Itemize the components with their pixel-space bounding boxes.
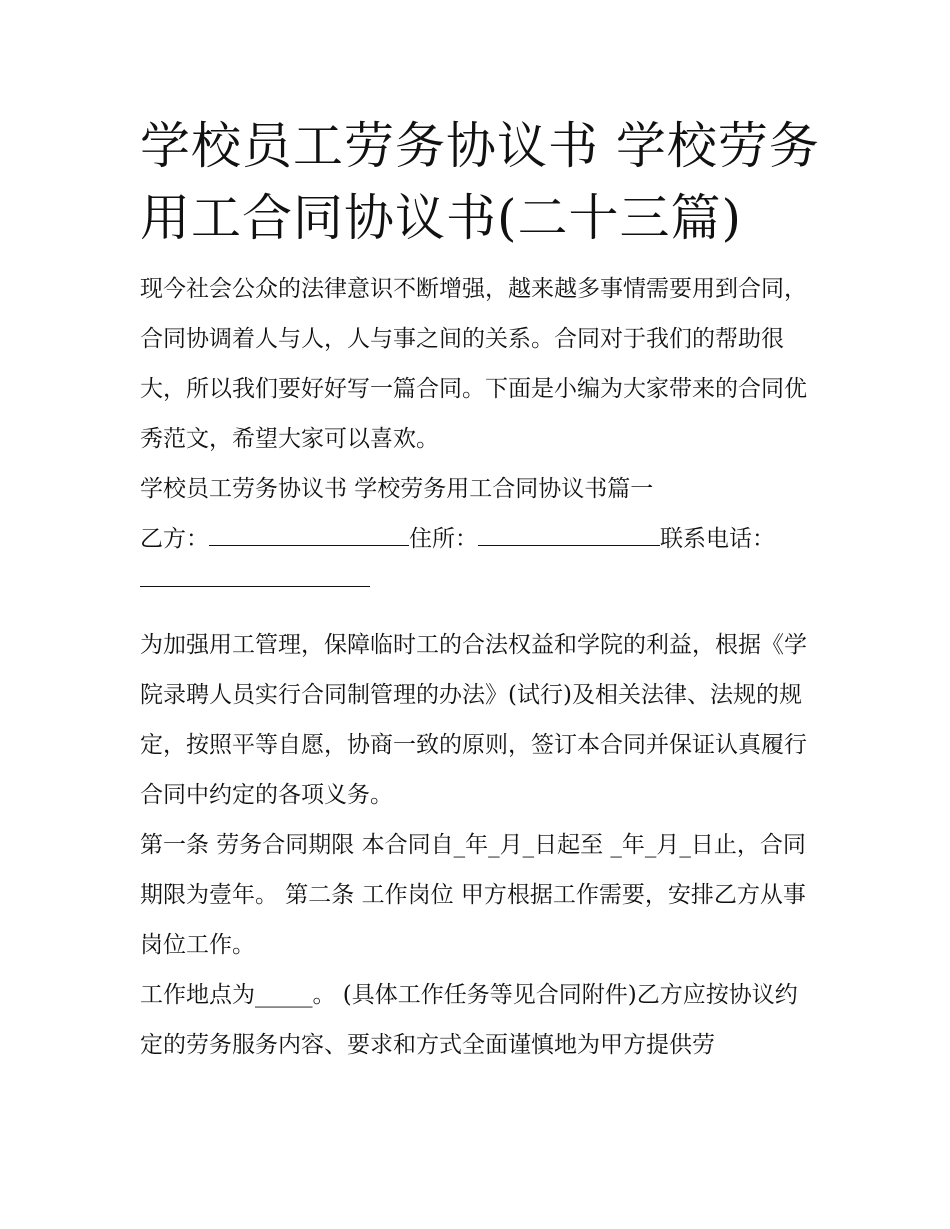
- work-location-blank: _____: [255, 982, 313, 1008]
- document-page: [140, 110, 820, 1070]
- article-1-paragraph: 第一条 劳务合同期限 本合同自_年_月_日起至 _年_月_日止，合同期限为壹年。 第二条 工作岗位 甲方根据工作需要，安排乙方从事岗位工作。: [140, 832, 806, 958]
- section-heading: 学校员工劳务协议书 学校劳务用工合同协议书篇一: [140, 476, 654, 502]
- phone-blank: [140, 564, 370, 587]
- party-b-blank: [209, 523, 409, 546]
- document-body: [140, 264, 820, 1070]
- address-blank: [478, 523, 660, 546]
- work-location-paragraph: [140, 970, 820, 1070]
- purpose-paragraph: 为加强用工管理，保障临时工的合法权益和学院的利益，根据《学院录聘人员实行合同制管理的办法》(试行)及相关法律、法规的规定，按照平等自愿，协商一致的原则，签订本合同并保证认真履行合同中约定的各项义务。: [140, 632, 807, 808]
- phone-label: 联系电话：: [660, 526, 775, 552]
- address-label: 住所：: [409, 526, 478, 552]
- work-location-rest: 。 (具体工作任务等见合同附件)乙方应按协议约定的劳务服务内容、要求和方式全面谨慎地为甲方提供劳: [140, 982, 798, 1058]
- document-title: 学校员工劳务协议书 学校劳务用工合同协议书(二十三篇): [140, 117, 820, 247]
- party-b-label: 乙方：: [140, 526, 209, 552]
- party-info-line: [140, 514, 820, 564]
- phone-blank-line: [140, 564, 820, 614]
- work-location-prefix: 工作地点为: [140, 982, 255, 1008]
- intro-paragraph: 现今社会公众的法律意识不断增强，越来越多事情需要用到合同，合同协调着人与人，人与事之间的关系。合同对于我们的帮助很大，所以我们要好好写一篇合同。下面是小编为大家带来的合同优秀范文，希望大家可以喜欢。: [140, 276, 807, 452]
